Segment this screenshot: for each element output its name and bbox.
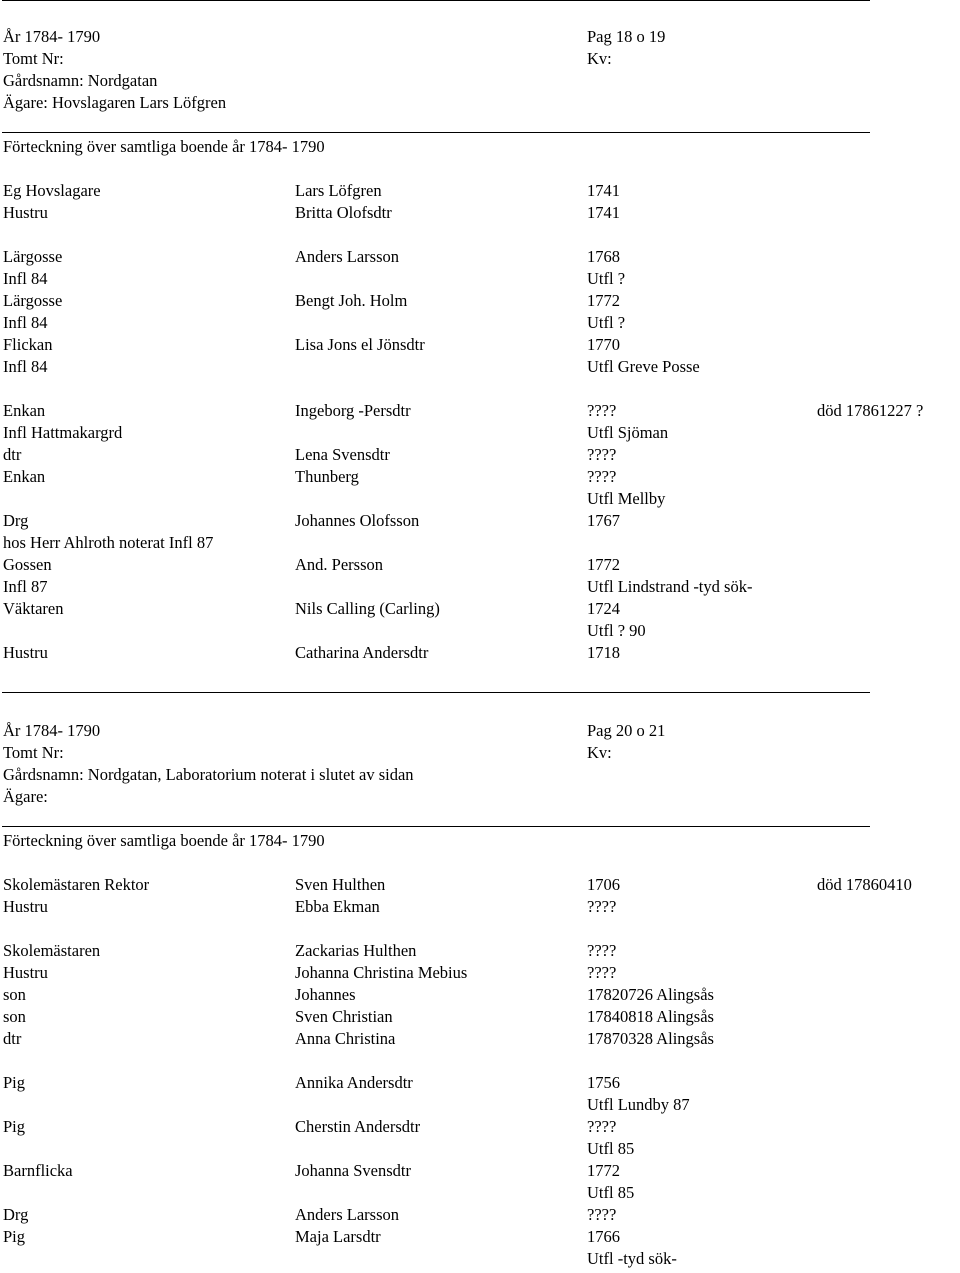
residents-heading-line <box>0 136 960 158</box>
resident-title: Flickan <box>3 335 53 354</box>
resident-year-note: 1706 <box>587 875 620 894</box>
owner: Ägare: Hovslagaren Lars Löfgren <box>3 93 227 112</box>
resident-row <box>0 1028 960 1050</box>
resident-title: Hustru <box>3 963 48 982</box>
agare-line <box>0 786 960 808</box>
resident-title: Enkan <box>3 467 46 486</box>
resident-title: hos Herr Ahlroth noterat Infl 87 <box>3 533 214 552</box>
resident-year-note: Utfl ? <box>587 269 626 288</box>
resident-name: Maja Larsdtr <box>295 1227 381 1246</box>
resident-title: Pig <box>3 1227 26 1246</box>
resident-year-note: ???? <box>587 1117 617 1136</box>
residents-heading-line <box>0 830 960 852</box>
resident-death-note: död 17860410 <box>817 875 912 894</box>
resident-row <box>0 642 960 664</box>
resident-year-note: 1741 <box>587 181 620 200</box>
resident-year-note: 1767 <box>587 511 620 530</box>
resident-row <box>0 356 960 378</box>
resident-row <box>0 334 960 356</box>
resident-title: son <box>3 985 26 1004</box>
resident-name: Anders Larsson <box>295 247 400 266</box>
page-reference: Pag 18 o 19 <box>587 27 666 46</box>
resident-name: Anders Larsson <box>295 1205 400 1224</box>
resident-row <box>0 422 960 444</box>
resident-row <box>0 1160 960 1182</box>
resident-name: Cherstin Andersdtr <box>295 1117 421 1136</box>
resident-title: Skolemästaren Rektor <box>3 875 150 894</box>
resident-name: Catharina Andersdtr <box>295 643 429 662</box>
agare-line <box>0 92 960 114</box>
resident-year-note: 1772 <box>587 1161 620 1180</box>
resident-year-note: 1756 <box>587 1073 620 1092</box>
resident-row <box>0 202 960 224</box>
resident-death-note: död 17861227 ? <box>817 401 924 420</box>
resident-row <box>0 180 960 202</box>
resident-title: Hustru <box>3 203 48 222</box>
gardsnamn-line <box>0 764 960 786</box>
resident-title: Eg Hovslagare <box>3 181 101 200</box>
resident-row <box>0 290 960 312</box>
section-separator-rule <box>2 692 870 693</box>
resident-year-note: 1772 <box>587 291 620 310</box>
resident-year-note: Utfl Mellby <box>587 489 666 508</box>
owner: Ägare: <box>3 787 48 806</box>
resident-year-note: Utfl -tyd sök- <box>587 1249 677 1268</box>
resident-row <box>0 1072 960 1094</box>
resident-year-note: ???? <box>587 1205 617 1224</box>
residents-heading: Förteckning över samtliga boende år 1784- 1790 <box>3 831 325 850</box>
section-separator-rule <box>2 826 870 827</box>
tomt-line <box>0 48 960 70</box>
residents-heading: Förteckning över samtliga boende år 1784- 1790 <box>3 137 325 156</box>
farm-name: Gårdsnamn: Nordgatan <box>3 71 158 90</box>
resident-row <box>0 1138 960 1160</box>
resident-title: Hustru <box>3 897 48 916</box>
resident-name: Nils Calling (Carling) <box>295 599 440 618</box>
resident-name: Zackarias Hulthen <box>295 941 417 960</box>
resident-row <box>0 400 960 422</box>
resident-year-note: 1772 <box>587 555 620 574</box>
resident-year-note: 1718 <box>587 643 620 662</box>
kvarter-label: Kv: <box>587 743 612 762</box>
resident-year-note: 1770 <box>587 335 620 354</box>
resident-row <box>0 246 960 268</box>
year-line <box>0 720 960 742</box>
resident-year-note: Utfl Lundby 87 <box>587 1095 690 1114</box>
resident-row <box>0 1204 960 1226</box>
resident-row <box>0 940 960 962</box>
resident-name: Annika Andersdtr <box>295 1073 413 1092</box>
resident-year-note: Utfl Greve Posse <box>587 357 700 376</box>
resident-row <box>0 532 960 554</box>
resident-name: Bengt Joh. Holm <box>295 291 408 310</box>
resident-row <box>0 488 960 510</box>
tomt-line <box>0 742 960 764</box>
resident-row <box>0 1182 960 1204</box>
resident-title: son <box>3 1007 26 1026</box>
resident-row <box>0 1094 960 1116</box>
resident-name: Lisa Jons el Jönsdtr <box>295 335 425 354</box>
resident-title: Enkan <box>3 401 46 420</box>
resident-year-note: Utfl ? <box>587 313 626 332</box>
resident-title: Infl 84 <box>3 269 48 288</box>
resident-title: Väktaren <box>3 599 64 618</box>
resident-name: Sven Christian <box>295 1007 393 1026</box>
resident-title: Lärgosse <box>3 247 63 266</box>
resident-title: dtr <box>3 445 22 464</box>
page-reference: Pag 20 o 21 <box>587 721 666 740</box>
resident-name: Lars Löfgren <box>295 181 382 200</box>
resident-year-note: Utfl Lindstrand -tyd sök- <box>587 577 753 596</box>
year-line <box>0 26 960 48</box>
resident-title: Infl 84 <box>3 313 48 332</box>
resident-row <box>0 896 960 918</box>
resident-year-note: Utfl 85 <box>587 1183 635 1202</box>
resident-row <box>0 1116 960 1138</box>
farm-name: Gårdsnamn: Nordgatan, Laboratorium noterat i slutet av sidan <box>3 765 414 784</box>
resident-title: Pig <box>3 1073 26 1092</box>
resident-name: Britta Olofsdtr <box>295 203 392 222</box>
resident-row <box>0 268 960 290</box>
resident-title: Lärgosse <box>3 291 63 310</box>
year-range: År 1784- 1790 <box>3 721 101 740</box>
resident-row <box>0 598 960 620</box>
resident-name: Lena Svensdtr <box>295 445 390 464</box>
resident-row <box>0 984 960 1006</box>
resident-row <box>0 510 960 532</box>
year-range: År 1784- 1790 <box>3 27 101 46</box>
resident-name: Johannes <box>295 985 356 1004</box>
resident-title: dtr <box>3 1029 22 1048</box>
resident-year-note: ???? <box>587 941 617 960</box>
resident-title: Skolemästaren <box>3 941 101 960</box>
resident-name: Sven Hulthen <box>295 875 386 894</box>
resident-row <box>0 620 960 642</box>
section-separator-rule <box>2 132 870 133</box>
resident-year-note: ???? <box>587 445 617 464</box>
resident-row <box>0 874 960 896</box>
resident-year-note: Utfl Sjöman <box>587 423 669 442</box>
tomt-number-label: Tomt Nr: <box>3 743 64 762</box>
resident-row <box>0 1006 960 1028</box>
resident-row <box>0 444 960 466</box>
resident-year-note: 1741 <box>587 203 620 222</box>
resident-year-note: 17840818 Alingsås <box>587 1007 714 1026</box>
resident-name: Ingeborg -Persdtr <box>295 401 411 420</box>
tomt-number-label: Tomt Nr: <box>3 49 64 68</box>
top-rule <box>2 0 870 1</box>
resident-row <box>0 962 960 984</box>
resident-name: And. Persson <box>295 555 384 574</box>
resident-year-note: 1766 <box>587 1227 620 1246</box>
resident-name: Johannes Olofsson <box>295 511 420 530</box>
resident-title: Hustru <box>3 643 48 662</box>
resident-row <box>0 466 960 488</box>
gardsnamn-line <box>0 70 960 92</box>
resident-name: Thunberg <box>295 467 359 486</box>
resident-title: Pig <box>3 1117 26 1136</box>
resident-title: Barnflicka <box>3 1161 73 1180</box>
resident-row <box>0 312 960 334</box>
resident-row <box>0 1248 960 1270</box>
resident-year-note: 1724 <box>587 599 620 618</box>
resident-year-note: 1768 <box>587 247 620 266</box>
resident-name: Johanna Christina Mebius <box>295 963 468 982</box>
resident-name: Anna Christina <box>295 1029 396 1048</box>
resident-row <box>0 554 960 576</box>
resident-year-note: Utfl ? 90 <box>587 621 646 640</box>
resident-title: Infl 87 <box>3 577 48 596</box>
resident-year-note: 17820726 Alingsås <box>587 985 714 1004</box>
resident-title: Gossen <box>3 555 52 574</box>
resident-title: Infl 84 <box>3 357 48 376</box>
resident-year-note: ???? <box>587 467 617 486</box>
resident-row <box>0 1226 960 1248</box>
resident-year-note: 17870328 Alingsås <box>587 1029 714 1048</box>
resident-year-note: ???? <box>587 401 617 420</box>
resident-year-note: ???? <box>587 963 617 982</box>
resident-year-note: Utfl 85 <box>587 1139 635 1158</box>
resident-title: Infl Hattmakargrd <box>3 423 123 442</box>
resident-row <box>0 576 960 598</box>
resident-name: Ebba Ekman <box>295 897 380 916</box>
resident-title: Drg <box>3 1205 29 1224</box>
resident-name: Johanna Svensdtr <box>295 1161 411 1180</box>
resident-year-note: ???? <box>587 897 617 916</box>
kvarter-label: Kv: <box>587 49 612 68</box>
resident-title: Drg <box>3 511 29 530</box>
